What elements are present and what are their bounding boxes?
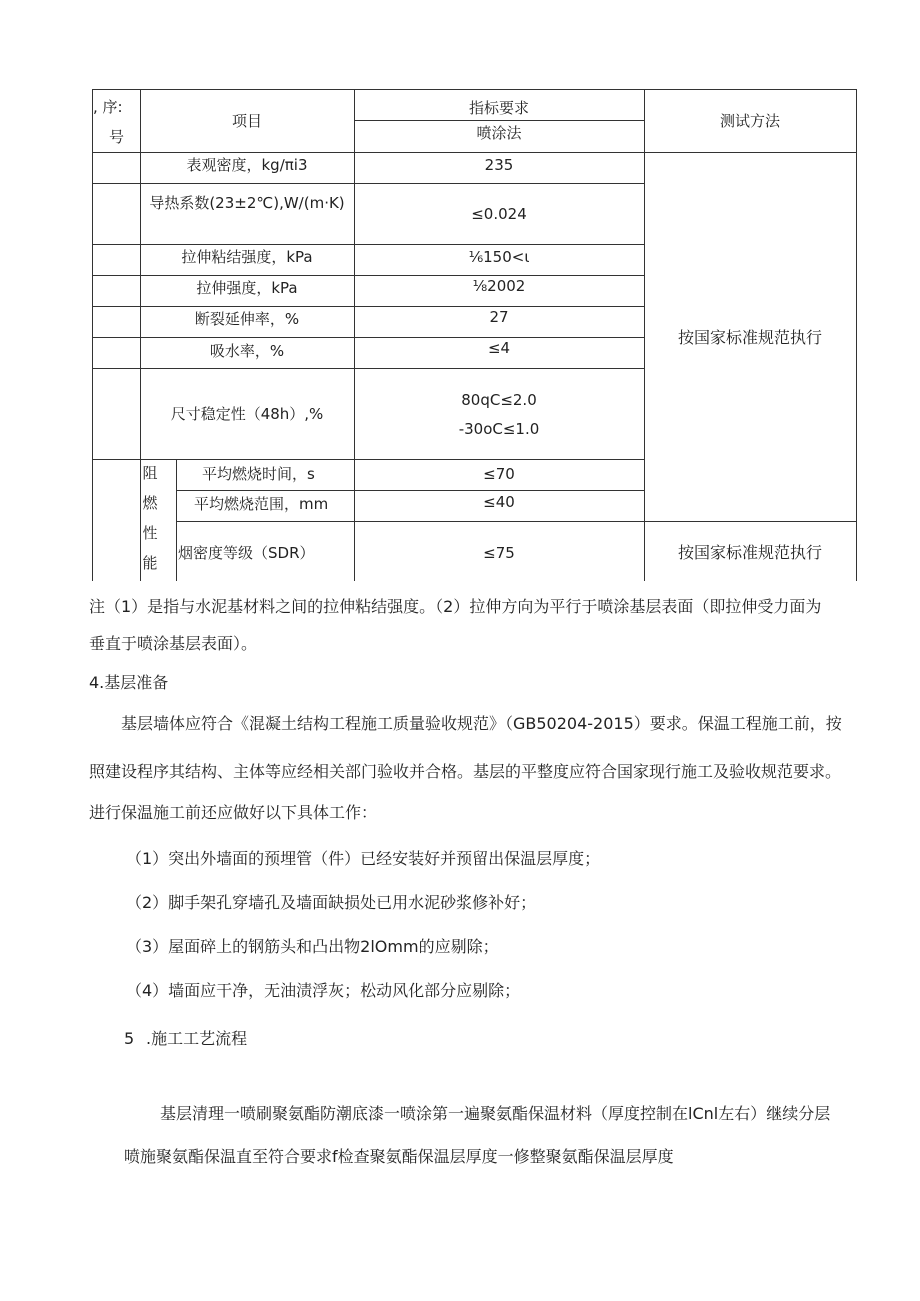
header-item: 项目 xyxy=(231,112,262,130)
section-4-paragraph: 进行保温施工前还应做好以下具体工作： xyxy=(89,803,378,822)
row-item: 拉伸强度，kPa xyxy=(196,279,298,297)
section-4-item: （1）突出外墙面的预埋管（件）已经安装好并预留出保温层厚度； xyxy=(126,849,601,868)
section-4-item: （3）屋面碎上的钢筋头和凸出物2lOmm的应剔除； xyxy=(126,937,499,956)
row-item: 尺寸稳定性（48h）,% xyxy=(170,405,324,423)
section-4-paragraph: 基层墙体应符合《混凝土结构工程施工质量验收规范》（GB50204-2015）要求。保温工程施工前，按 xyxy=(121,714,842,733)
group-label-char: 燃 xyxy=(142,494,158,512)
row-value: 235 xyxy=(484,156,514,174)
row-value: ≤0.024 xyxy=(471,205,527,223)
group-label-char: 阻 xyxy=(142,464,158,482)
section-5-paragraph: 基层清理一喷刷聚氨酯防潮底漆一喷涂第一遍聚氨酯保温材料（厚度控制在lCnl左右）继续分层 xyxy=(160,1104,831,1123)
section-4-item: （4）墙面应干净，无油渍浮灰；松动风化部分应剔除； xyxy=(126,981,521,1000)
sub-row-value: ≤70 xyxy=(483,465,515,483)
row-item: 表观密度，kg∕πi3 xyxy=(186,156,308,174)
row-item: 断裂延伸率，% xyxy=(194,310,300,328)
header-seq: , 序: xyxy=(93,98,123,116)
section-4-paragraph: 照建设程序其结构、主体等应经相关部门验收并合格。基层的平整度应符合国家现行施工及验收规范要求。 xyxy=(89,762,842,781)
row-value: -30oC≤1.0 xyxy=(458,420,540,438)
sub-row-item: 烟密度等级（SDR） xyxy=(178,544,315,562)
header-seq-2: 号 xyxy=(109,128,125,146)
row-item: 吸水率，% xyxy=(209,342,285,360)
section-5-paragraph: 喷施聚氨酯保温直至符合要求f检查聚氨酯保温层厚度一修整聚氨酯保温层厚度 xyxy=(124,1147,674,1166)
row-value: ≤4 xyxy=(487,339,511,357)
row-value: 27 xyxy=(489,308,509,326)
header-spray: 喷涂法 xyxy=(476,124,522,142)
section-5-number: 5 xyxy=(124,1029,135,1048)
row-item: 导热系数(23±2℃),W∕(m·K) xyxy=(149,194,345,212)
sub-row-item: 平均燃烧时间，s xyxy=(202,465,315,483)
group-label-char: 能 xyxy=(142,554,158,572)
header-test-method: 测试方法 xyxy=(719,112,780,130)
sub-row-value: ≤75 xyxy=(483,544,515,562)
header-index: 指标要求 xyxy=(468,99,529,117)
sub-row-value: ≤40 xyxy=(483,493,515,511)
note-line: 垂直于喷涂基层表面）。 xyxy=(89,634,258,653)
section-4-title: 4.基层准备 xyxy=(89,673,169,692)
section-5-title: .施工工艺流程 xyxy=(146,1029,248,1048)
note-line: 注（1）是指与水泥基材料之间的拉伸粘结强度。（2）拉伸方向为平行于喷涂基层表面（即拉伸受力面为 xyxy=(89,597,822,616)
row-item: 拉伸粘结强度，kPa xyxy=(181,248,313,266)
sub-row-item: 平均燃烧范围，mm xyxy=(194,495,329,513)
row-value: ⅛2002 xyxy=(472,277,526,295)
section-4-item: （2）脚手架孔穿墙孔及墙面缺损处已用水泥砂浆修补好； xyxy=(126,893,537,912)
group-label-char: 性 xyxy=(142,524,158,542)
sub-row-test-method: 按国家标准规范执行 xyxy=(677,543,822,562)
row-value: 80qC≤2.0 xyxy=(461,391,537,409)
row-value: ⅙150<ι xyxy=(468,248,530,266)
test-method-merged: 按国家标准规范执行 xyxy=(677,328,822,347)
